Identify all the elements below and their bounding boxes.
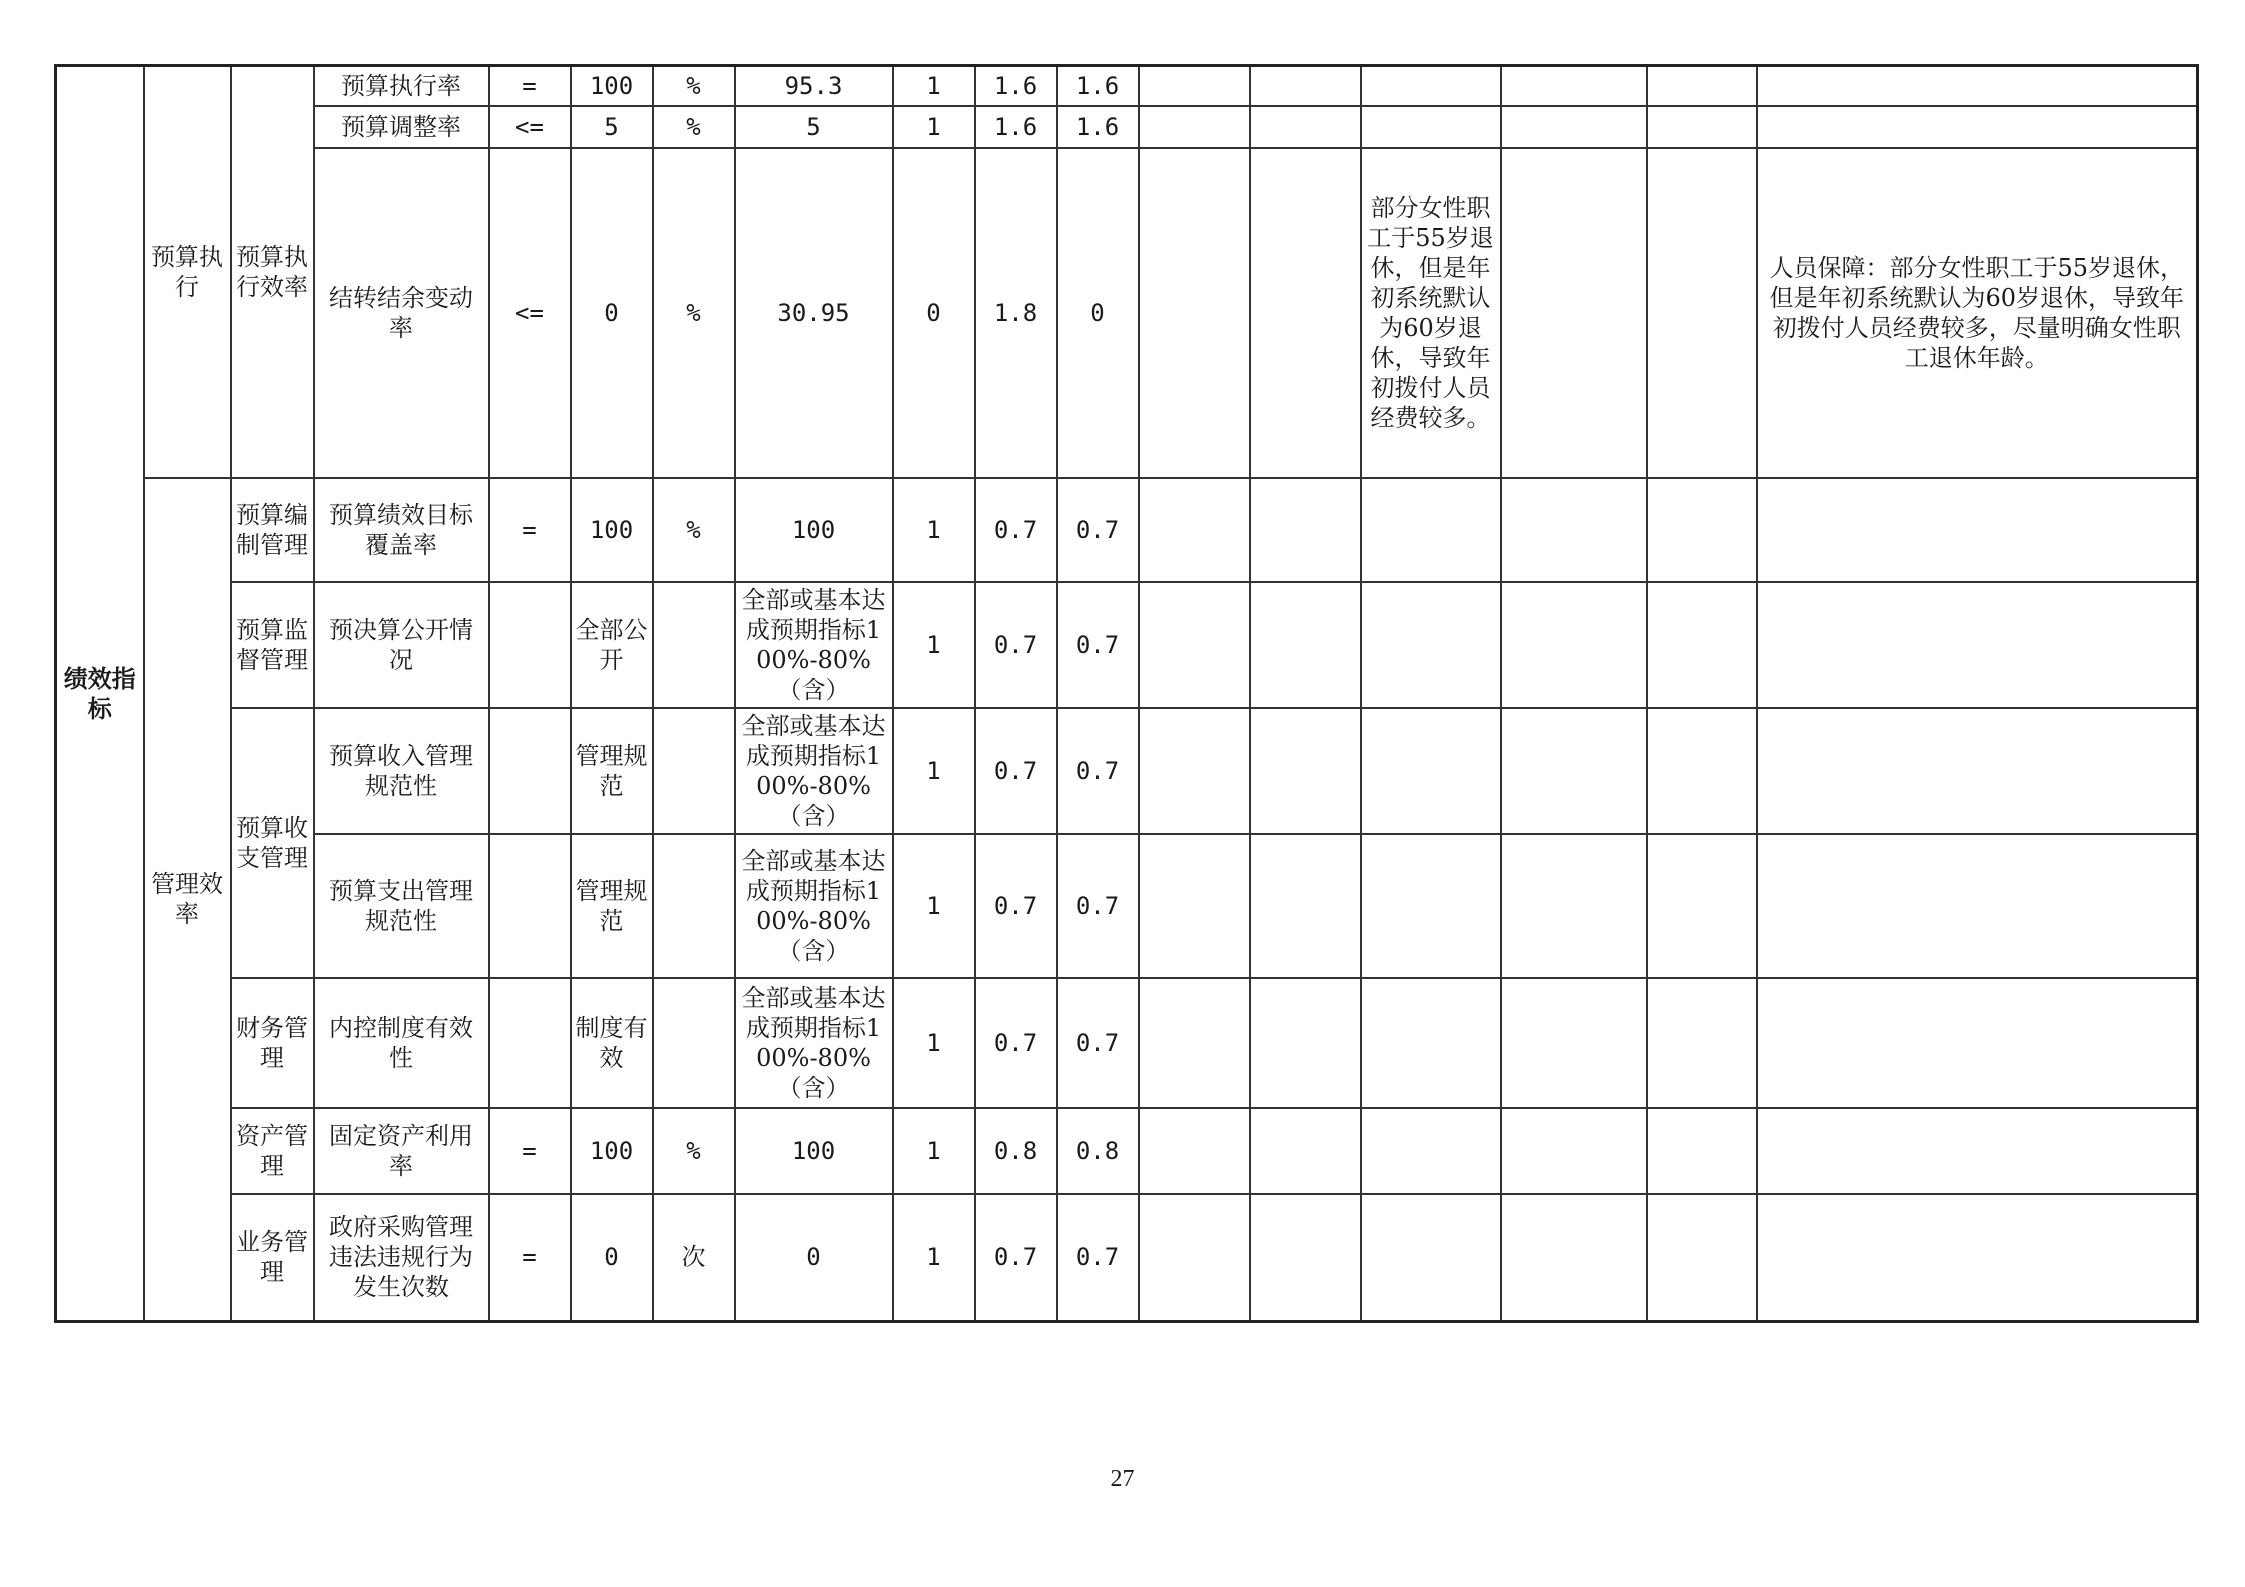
empty-cell [1501, 978, 1647, 1108]
table-row [56, 148, 2198, 478]
target-cell: 100 [571, 1108, 653, 1194]
unit-cell: 次 [653, 1194, 735, 1322]
actual-cell: 全部或基本达成预期指标100%-80%（含） [735, 978, 893, 1108]
unit-cell [653, 834, 735, 978]
weight-cell: 1 [893, 582, 975, 708]
measure-cell [1757, 478, 2198, 582]
empty-cell [1250, 66, 1361, 106]
score-cell: 0.7 [1057, 478, 1139, 582]
empty-cell [1647, 978, 1757, 1108]
empty-cell [1250, 148, 1361, 478]
actual-cell: 全部或基本达成预期指标100%-80%（含） [735, 834, 893, 978]
reason-cell [1361, 708, 1501, 834]
indicator-cell: 预算绩效目标覆盖率 [314, 478, 489, 582]
unit-cell: % [653, 148, 735, 478]
empty-cell [1250, 582, 1361, 708]
operator-cell [489, 834, 571, 978]
score-cell: 0 [1057, 148, 1139, 478]
empty-cell [1501, 1108, 1647, 1194]
score-cell: 1.6 [1057, 66, 1139, 106]
empty-cell [1647, 708, 1757, 834]
empty-cell [1647, 106, 1757, 148]
empty-cell [1501, 708, 1647, 834]
target-cell: 5 [571, 106, 653, 148]
measure-cell [1757, 834, 2198, 978]
target-cell: 100 [571, 478, 653, 582]
weight-cell: 1 [893, 1108, 975, 1194]
empty-cell [1501, 66, 1647, 106]
level3-cell: 预算执行效率 [231, 66, 314, 478]
reason-cell [1361, 1108, 1501, 1194]
weight-cell: 1 [893, 1194, 975, 1322]
operator-cell: <= [489, 106, 571, 148]
level3-cell: 预算收支管理 [231, 708, 314, 978]
measure-cell [1757, 106, 2198, 148]
full-score-cell: 0.7 [975, 582, 1057, 708]
empty-cell [1647, 1194, 1757, 1322]
score-cell: 0.8 [1057, 1108, 1139, 1194]
empty-cell [1250, 478, 1361, 582]
weight-cell: 0 [893, 148, 975, 478]
weight-cell: 1 [893, 708, 975, 834]
actual-cell: 全部或基本达成预期指标100%-80%（含） [735, 582, 893, 708]
target-cell: 管理规范 [571, 834, 653, 978]
empty-cell [1139, 708, 1250, 834]
score-cell: 1.6 [1057, 106, 1139, 148]
target-cell: 制度有效 [571, 978, 653, 1108]
unit-cell [653, 978, 735, 1108]
indicator-cell: 预决算公开情况 [314, 582, 489, 708]
empty-cell [1139, 1108, 1250, 1194]
empty-cell [1647, 148, 1757, 478]
target-cell: 0 [571, 148, 653, 478]
operator-cell: = [489, 1108, 571, 1194]
level3-cell: 预算监督管理 [231, 582, 314, 708]
empty-cell [1250, 978, 1361, 1108]
full-score-cell: 1.6 [975, 66, 1057, 106]
table-row [56, 1108, 2198, 1194]
unit-cell: % [653, 1108, 735, 1194]
level2-cell: 预算执行 [144, 66, 231, 478]
measure-cell: 人员保障：部分女性职工于55岁退休，但是年初系统默认为60岁退休，导致年初拨付人员经费较多，尽量明确女性职工退休年龄。 [1757, 148, 2198, 478]
measure-cell [1757, 978, 2198, 1108]
reason-cell [1361, 582, 1501, 708]
target-cell: 管理规范 [571, 708, 653, 834]
empty-cell [1139, 1194, 1250, 1322]
page-number: 27 [1110, 1466, 1135, 1492]
table-row [56, 834, 2198, 978]
operator-cell [489, 582, 571, 708]
measure-cell [1757, 66, 2198, 106]
level3-cell: 财务管理 [231, 978, 314, 1108]
target-cell: 0 [571, 1194, 653, 1322]
operator-cell: = [489, 478, 571, 582]
empty-cell [1501, 106, 1647, 148]
weight-cell: 1 [893, 834, 975, 978]
actual-cell: 30.95 [735, 148, 893, 478]
weight-cell: 1 [893, 478, 975, 582]
score-cell: 0.7 [1057, 708, 1139, 834]
indicator-cell: 预算执行率 [314, 66, 489, 106]
full-score-cell: 0.7 [975, 978, 1057, 1108]
score-cell: 0.7 [1057, 834, 1139, 978]
empty-cell [1250, 834, 1361, 978]
measure-cell [1757, 708, 2198, 834]
empty-cell [1139, 66, 1250, 106]
empty-cell [1647, 582, 1757, 708]
empty-cell [1647, 1108, 1757, 1194]
indicator-cell: 预算收入管理规范性 [314, 708, 489, 834]
empty-cell [1501, 834, 1647, 978]
reason-cell [1361, 1194, 1501, 1322]
table-row [56, 978, 2198, 1108]
indicator-cell: 内控制度有效性 [314, 978, 489, 1108]
empty-cell [1139, 148, 1250, 478]
level1-cell: 绩效指标 [56, 66, 144, 1322]
measure-cell [1757, 1108, 2198, 1194]
actual-cell: 100 [735, 478, 893, 582]
full-score-cell: 0.7 [975, 834, 1057, 978]
unit-cell [653, 582, 735, 708]
operator-cell [489, 708, 571, 834]
measure-cell [1757, 1194, 2198, 1322]
actual-cell: 100 [735, 1108, 893, 1194]
unit-cell: % [653, 478, 735, 582]
operator-cell: = [489, 66, 571, 106]
indicator-cell: 结转结余变动率 [314, 148, 489, 478]
weight-cell: 1 [893, 978, 975, 1108]
score-cell: 0.7 [1057, 582, 1139, 708]
empty-cell [1250, 1108, 1361, 1194]
level2-cell: 管理效率 [144, 478, 231, 1322]
reason-cell [1361, 978, 1501, 1108]
empty-cell [1139, 106, 1250, 148]
weight-cell: 1 [893, 66, 975, 106]
target-cell: 全部公开 [571, 582, 653, 708]
full-score-cell: 0.7 [975, 708, 1057, 834]
performance-table [54, 64, 2199, 1323]
empty-cell [1139, 978, 1250, 1108]
indicator-cell: 政府采购管理违法违规行为发生次数 [314, 1194, 489, 1322]
unit-cell: % [653, 106, 735, 148]
full-score-cell: 0.7 [975, 1194, 1057, 1322]
empty-cell [1501, 148, 1647, 478]
reason-cell [1361, 834, 1501, 978]
table-row [56, 106, 2198, 148]
measure-cell [1757, 582, 2198, 708]
table-row [56, 582, 2198, 708]
empty-cell [1250, 1194, 1361, 1322]
operator-cell: <= [489, 148, 571, 478]
reason-cell: 部分女性职工于55岁退休，但是年初系统默认为60岁退休，导致年初拨付人员经费较多。 [1361, 148, 1501, 478]
reason-cell [1361, 478, 1501, 582]
score-cell: 0.7 [1057, 978, 1139, 1108]
operator-cell: = [489, 1194, 571, 1322]
reason-cell [1361, 106, 1501, 148]
actual-cell: 全部或基本达成预期指标100%-80%（含） [735, 708, 893, 834]
level3-cell: 业务管理 [231, 1194, 314, 1322]
level3-cell: 资产管理 [231, 1108, 314, 1194]
full-score-cell: 0.8 [975, 1108, 1057, 1194]
empty-cell [1250, 708, 1361, 834]
empty-cell [1501, 478, 1647, 582]
level3-cell: 预算编制管理 [231, 478, 314, 582]
empty-cell [1139, 478, 1250, 582]
full-score-cell: 1.8 [975, 148, 1057, 478]
unit-cell [653, 708, 735, 834]
operator-cell [489, 978, 571, 1108]
table-row [56, 708, 2198, 834]
actual-cell: 95.3 [735, 66, 893, 106]
indicator-cell: 预算调整率 [314, 106, 489, 148]
actual-cell: 0 [735, 1194, 893, 1322]
full-score-cell: 0.7 [975, 478, 1057, 582]
empty-cell [1501, 1194, 1647, 1322]
empty-cell [1250, 106, 1361, 148]
full-score-cell: 1.6 [975, 106, 1057, 148]
table-row [56, 66, 2198, 106]
unit-cell: % [653, 66, 735, 106]
actual-cell: 5 [735, 106, 893, 148]
reason-cell [1361, 66, 1501, 106]
empty-cell [1139, 834, 1250, 978]
table-row [56, 478, 2198, 582]
indicator-cell: 固定资产利用率 [314, 1108, 489, 1194]
target-cell: 100 [571, 66, 653, 106]
empty-cell [1647, 834, 1757, 978]
indicator-cell: 预算支出管理规范性 [314, 834, 489, 978]
weight-cell: 1 [893, 106, 975, 148]
empty-cell [1647, 66, 1757, 106]
empty-cell [1139, 582, 1250, 708]
empty-cell [1647, 478, 1757, 582]
empty-cell [1501, 582, 1647, 708]
table-row [56, 1194, 2198, 1322]
score-cell: 0.7 [1057, 1194, 1139, 1322]
